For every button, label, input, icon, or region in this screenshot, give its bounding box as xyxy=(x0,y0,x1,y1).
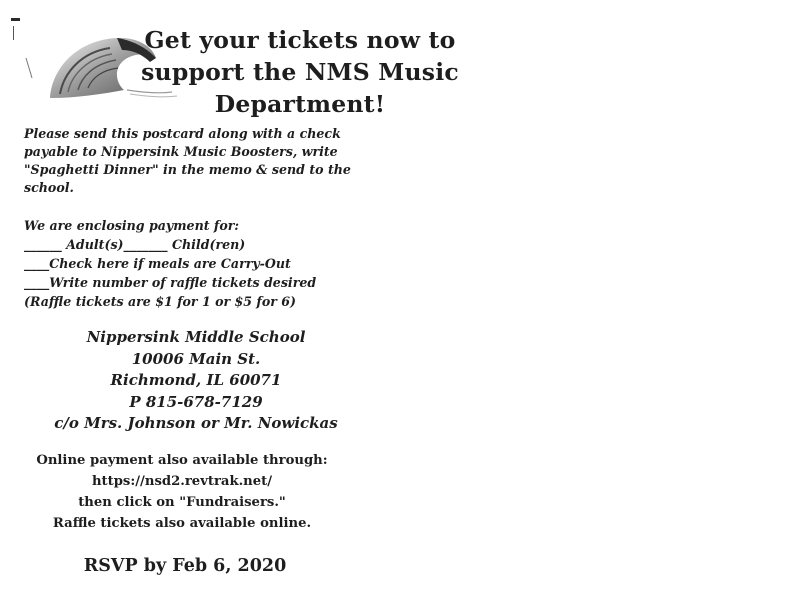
scan-mark xyxy=(11,18,20,21)
scan-mark-line xyxy=(13,26,14,40)
instructions-line: payable to Nippersink Music Boosters, write xyxy=(24,144,338,159)
carry-out-check-line: ____Check here if meals are Carry-Out xyxy=(24,256,291,271)
attention-line: c/o Mrs. Johnson or Mr. Nowickas xyxy=(54,414,338,432)
online-line: Raffle tickets also available online. xyxy=(52,516,312,531)
online-line: then click on "Fundraisers." xyxy=(78,495,286,510)
phone-number: P 815-678-7129 xyxy=(129,392,263,411)
online-line: Online payment also available through: xyxy=(36,453,328,468)
instructions-line: "Spaghetti Dinner" in the memo & send to the xyxy=(24,162,351,177)
instructions-paragraph xyxy=(24,125,384,197)
title-line: support the NMS Music xyxy=(141,58,459,86)
title-line: Get your tickets now to xyxy=(144,26,456,54)
online-payment-info xyxy=(12,450,352,534)
mailing-address xyxy=(20,327,372,435)
payment-section xyxy=(24,216,384,311)
adult-child-count-line: ______ Adult(s)_______ Child(ren) xyxy=(24,237,246,252)
city-state-zip: Richmond, IL 60071 xyxy=(110,371,282,389)
street-address: 10006 Main St. xyxy=(131,349,261,368)
school-name: Nippersink Middle School xyxy=(86,328,306,346)
online-url: https://nsd2.revtrak.net/ xyxy=(91,474,273,489)
instructions-line: Please send this postcard along with a check xyxy=(24,126,341,141)
raffle-price-note: (Raffle tickets are $1 for 1 or $5 for 6) xyxy=(24,294,296,309)
title-line: Department! xyxy=(214,90,386,118)
page-title xyxy=(140,24,460,120)
instructions-line: school. xyxy=(24,180,74,195)
rsvp-deadline: RSVP by Feb 6, 2020 xyxy=(83,556,287,576)
payment-heading: We are enclosing payment for: xyxy=(24,218,240,233)
raffle-count-line: ____Write number of raffle tickets desired xyxy=(24,275,317,290)
